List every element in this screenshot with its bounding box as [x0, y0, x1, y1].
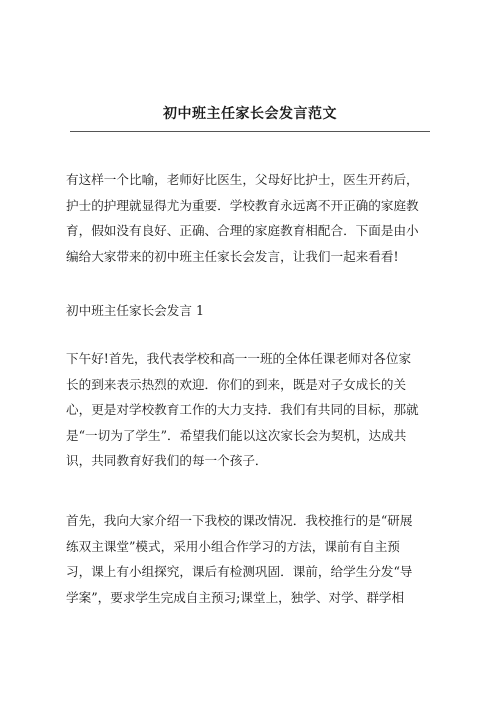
paragraph-one: [66, 346, 436, 474]
intro-line: 护士的护理就显得尤为重要．学校教育永远离不开正确的家庭教: [66, 197, 419, 213]
intro-paragraph: [66, 167, 436, 269]
paragraph-line: 心，更是对学校教育工作的大力支持．我们有共同的目标，那就: [66, 402, 419, 418]
intro-line: 育，假如没有良好、正确、合理的家庭教育相配合．下面是由小: [66, 223, 419, 239]
paragraph-line: 学案”，要求学生完成自主预习;课堂上，独学、对学、群学相: [66, 589, 405, 605]
paragraph-line: 首先，我向大家介绍一下我校的课改情况．我校推行的是“研展: [66, 513, 413, 528]
title-divider: [70, 131, 430, 132]
section-heading: 初中班主任家长会发言 1: [66, 303, 204, 318]
paragraph-line: 练双主课堂”模式，采用小组合作学习的方法，课前有自主预: [66, 538, 400, 554]
paragraph-line: 识，共同教育好我们的每一个孩子．: [66, 453, 268, 469]
document-title: 初中班主任家长会发言范文: [163, 106, 337, 122]
paragraph-line: 长的到来表示热烈的欢迎．你们的到来，既是对子女成长的关: [66, 376, 407, 392]
paragraph-line: 下午好!首先，我代表学校和高一一班的全体任课老师对各位家: [66, 351, 412, 366]
paragraph-line: 是“一切为了学生”．希望我们能以这次家长会为契机，达成共: [66, 427, 407, 443]
intro-line: 编给大家带来的初中班主任家长会发言，让我们一起来看看!: [66, 248, 399, 264]
paragraph-two: [66, 508, 436, 610]
paragraph-line: 习，课上有小组探究，课后有检测巩固．课前，给学生分发“导: [66, 564, 413, 580]
intro-line: 有这样一个比喻，老师好比医生，父母好比护士，医生开药后，: [66, 172, 419, 187]
